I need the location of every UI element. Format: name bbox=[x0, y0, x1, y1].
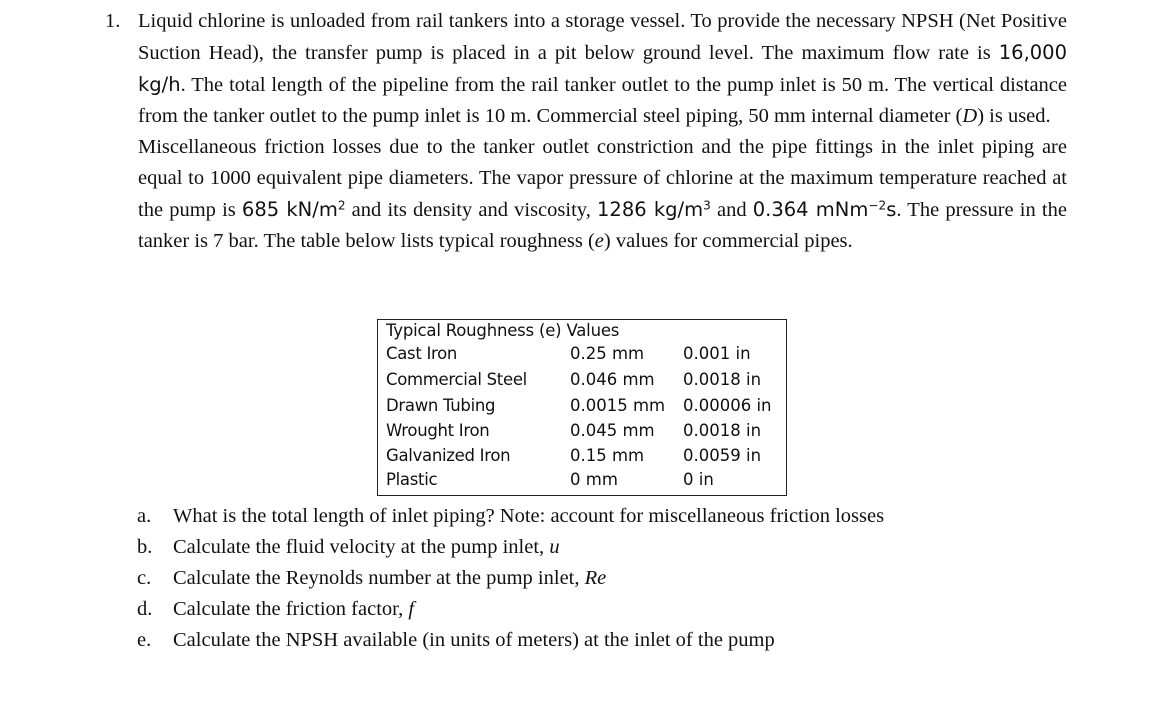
list-item bbox=[137, 536, 560, 559]
question-text: Calculate the Reynolds number at the pump inlet, bbox=[173, 567, 585, 589]
table-row bbox=[378, 421, 786, 445]
viscosity-value: 0.364 mNm$^{-2}$s bbox=[752, 198, 897, 221]
roughness-mm-cell: 0.15 mm bbox=[570, 446, 645, 465]
roughness-table bbox=[377, 319, 787, 496]
material-cell: Plastic bbox=[386, 470, 438, 489]
problem-statement bbox=[107, 6, 1067, 257]
roughness-mm-cell: 0 mm bbox=[570, 470, 618, 489]
vapor-pressure: 685 $kN/m^2$ bbox=[241, 198, 346, 221]
list-item bbox=[137, 598, 414, 621]
question-label: a. bbox=[137, 505, 152, 527]
question-text: Calculate the NPSH available (in units of meters) at the inlet of the pump bbox=[173, 629, 775, 651]
roughness-mm-cell: 0.0015 mm bbox=[570, 396, 666, 415]
roughness-mm-cell: 0.045 mm bbox=[570, 421, 655, 440]
material-cell: Commercial Steel bbox=[386, 370, 527, 389]
list-item bbox=[137, 629, 775, 652]
roughness-mm-cell: 0.25 mm bbox=[570, 344, 645, 363]
roughness-in-cell: 0.001 in bbox=[683, 344, 751, 363]
roughness-in-cell: 0.0018 in bbox=[683, 370, 762, 389]
table-row bbox=[378, 470, 786, 494]
friction-factor-symbol: f bbox=[408, 598, 415, 620]
table-row bbox=[378, 446, 786, 470]
roughness-in-cell: 0 in bbox=[683, 470, 714, 489]
question-label: e. bbox=[137, 629, 152, 651]
roughness-in-cell: 0.0018 in bbox=[683, 421, 762, 440]
list-item bbox=[137, 505, 884, 528]
roughness-in-cell: 0.00006 in bbox=[683, 396, 772, 415]
roughness-symbol: e bbox=[594, 230, 604, 252]
roughness-table-title: Typical Roughness (e) Values bbox=[386, 321, 620, 340]
question-label: d. bbox=[137, 598, 153, 620]
roughness-mm-cell: 0.046 mm bbox=[570, 370, 655, 389]
reynolds-symbol: Re bbox=[584, 567, 607, 589]
problem-number: 1. bbox=[105, 10, 121, 32]
problem-paragraph-2: Miscellaneous friction losses due to the tanker outlet constriction and the pipe fittings in the inlet piping are equal to 1000 equivalent pipe diameters. The vapor pressure of chlorine at the maximum temperature reached at the pump is 685 $kN/m^2$ and its density and viscosity, 1286 $kg/m^3$ and 0.364 mNm$^{-2}$s. The pressure in the tanker is 7 bar. The table below lists typical roughness (e) values for commercial pipes. bbox=[138, 136, 1067, 252]
material-cell: Galvanized Iron bbox=[386, 446, 511, 465]
roughness-in-cell: 0.0059 in bbox=[683, 446, 762, 465]
table-row bbox=[378, 344, 786, 368]
flow-rate: 16,000 kg/h bbox=[138, 41, 1067, 96]
velocity-symbol: u bbox=[549, 536, 560, 558]
material-cell: Wrought Iron bbox=[386, 421, 490, 440]
question-text: Calculate the fluid velocity at the pump inlet, bbox=[173, 536, 550, 558]
material-cell: Cast Iron bbox=[386, 344, 458, 363]
list-item bbox=[137, 567, 606, 590]
diameter-symbol: D bbox=[962, 105, 978, 127]
question-text: What is the total length of inlet piping? Note: account for miscellaneous friction losses bbox=[173, 505, 885, 527]
table-row bbox=[378, 370, 786, 394]
question-label: b. bbox=[137, 536, 153, 558]
question-text: Calculate the friction factor, bbox=[173, 598, 409, 620]
density-value: 1286 $kg/m^3$ bbox=[597, 198, 711, 221]
question-label: c. bbox=[137, 567, 152, 589]
problem-paragraph-1: Liquid chlorine is unloaded from rail tankers into a storage vessel. To provide the necessary NPSH (Net Positive Suction Head), the transfer pump is placed in a pit below ground level. The maximum flow rate is 16,000 kg/h. The total length of the pipeline from the rail tanker outlet to the pump inlet is 50 m. The vertical distance from the tanker outlet to the pump inlet is 10 m. Commercial steel piping, 50 mm internal diameter (D) is used. bbox=[138, 10, 1067, 127]
material-cell: Drawn Tubing bbox=[386, 396, 496, 415]
table-row bbox=[378, 396, 786, 420]
